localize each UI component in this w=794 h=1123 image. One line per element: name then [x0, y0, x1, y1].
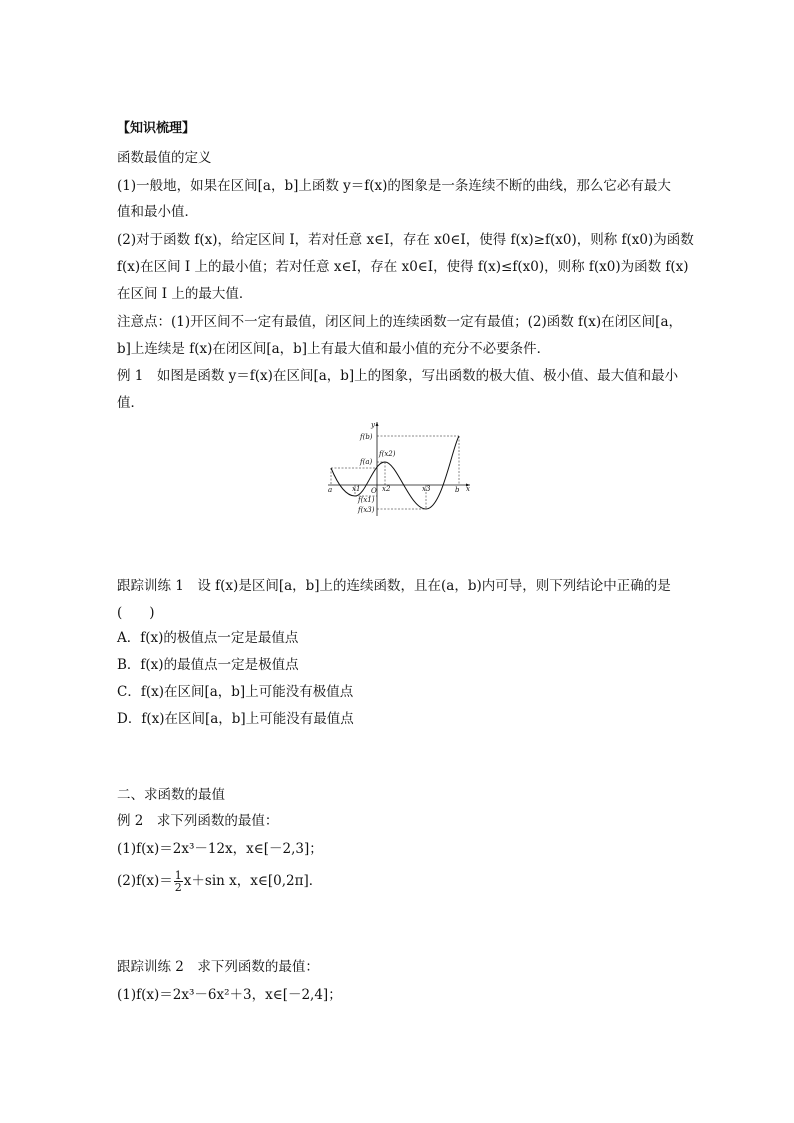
example2-item1: (1)f(x)＝2x³－12x，x∈[－2,3]； [117, 841, 323, 857]
option-d: D．f(x)在区间[a，b]上可能没有最值点 [117, 711, 354, 727]
practice2-item1: (1)f(x)＝2x³－6x²＋3，x∈[－2,4]； [117, 987, 342, 1003]
example2-item2-post: x＋sin x，x∈[0,2π]． [183, 873, 323, 889]
item1-line1: (1)一般地，如果在区间[a，b]上函数 y＝f(x)的图象是一条连续不断的曲线，那么它必有最大 [117, 178, 671, 194]
function-curve [331, 436, 459, 509]
label-x2: x2 [382, 485, 391, 493]
guide-lines [331, 436, 459, 509]
y-axis-arrow [376, 422, 379, 426]
label-fx2: f(x2) [379, 450, 396, 458]
fraction-denominator: 2 [174, 881, 182, 894]
example1-line2: 值． [117, 395, 144, 411]
label-a: a [328, 486, 333, 494]
option-c: C．f(x)在区间[a，b]上可能没有极值点 [117, 684, 354, 700]
fraction-numerator: 1 [174, 869, 182, 882]
item2-line2: f(x)在区间 I 上的最小值；若对任意 x∈I，存在 x0∈I，使得 f(x)≤f(x0)，则称 f(x0)为函数 f(x) [117, 259, 689, 275]
option-b: B．f(x)的最值点一定是极值点 [117, 657, 299, 673]
label-fb: f(b) [360, 433, 373, 441]
example2-title: 例 2 求下列函数的最值： [117, 813, 279, 829]
label-origin: O [371, 487, 377, 495]
item2-line1: (2)对于函数 f(x)，给定区间 I，若对任意 x∈I，存在 x0∈I，使得 f(x)≥f(x0)，则称 f(x0)为函数 [117, 232, 694, 248]
label-y: y [371, 421, 375, 429]
definition-title: 函数最值的定义 [117, 150, 212, 166]
practice2-title: 跟踪训练 2 求下列函数的最值： [117, 959, 319, 975]
section-heading: 【知识梳理】 [117, 121, 196, 136]
item2-line3: 在区间 I 上的最大值． [117, 286, 253, 302]
label-x: x [466, 485, 470, 493]
label-x3: x3 [422, 485, 431, 493]
practice1-line1: 跟踪训练 1 设 f(x)是区间[a，b]上的连续函数，且在(a，b)内可导，则下列结论中正确的是 [117, 578, 671, 594]
label-fa: f(a) [360, 458, 373, 466]
label-fx1: f(x1) [358, 496, 375, 504]
function-graph [322, 418, 472, 518]
item1-line2: 值和最小值． [117, 204, 198, 220]
example2-item2 [117, 870, 322, 893]
note-line2: b]上连续是 f(x)在闭区间[a，b]上有最大值和最小值的充分不必要条件． [117, 341, 551, 357]
note-line1: 注意点：(1)开区间不一定有最值，闭区间上的连续函数一定有最值；(2)函数 f(x)在闭区间[a， [117, 314, 682, 330]
example2-item2-pre: (2)f(x)＝ [117, 873, 173, 889]
function-graph-figure [322, 418, 472, 518]
example1-line1: 例 1 如图是函数 y＝f(x)在区间[a，b]上的图象，写出函数的极大值、极小值、最大值和最小 [117, 368, 679, 384]
section2-heading: 二、求函数的最值 [117, 787, 225, 803]
practice1-line2: ( ) [117, 605, 155, 621]
label-x1: x1 [352, 485, 361, 493]
option-a: A．f(x)的极值点一定是最值点 [117, 630, 299, 646]
label-fx3: f(x3) [358, 506, 375, 514]
fraction-one-half [174, 870, 183, 893]
label-b: b [455, 486, 460, 494]
